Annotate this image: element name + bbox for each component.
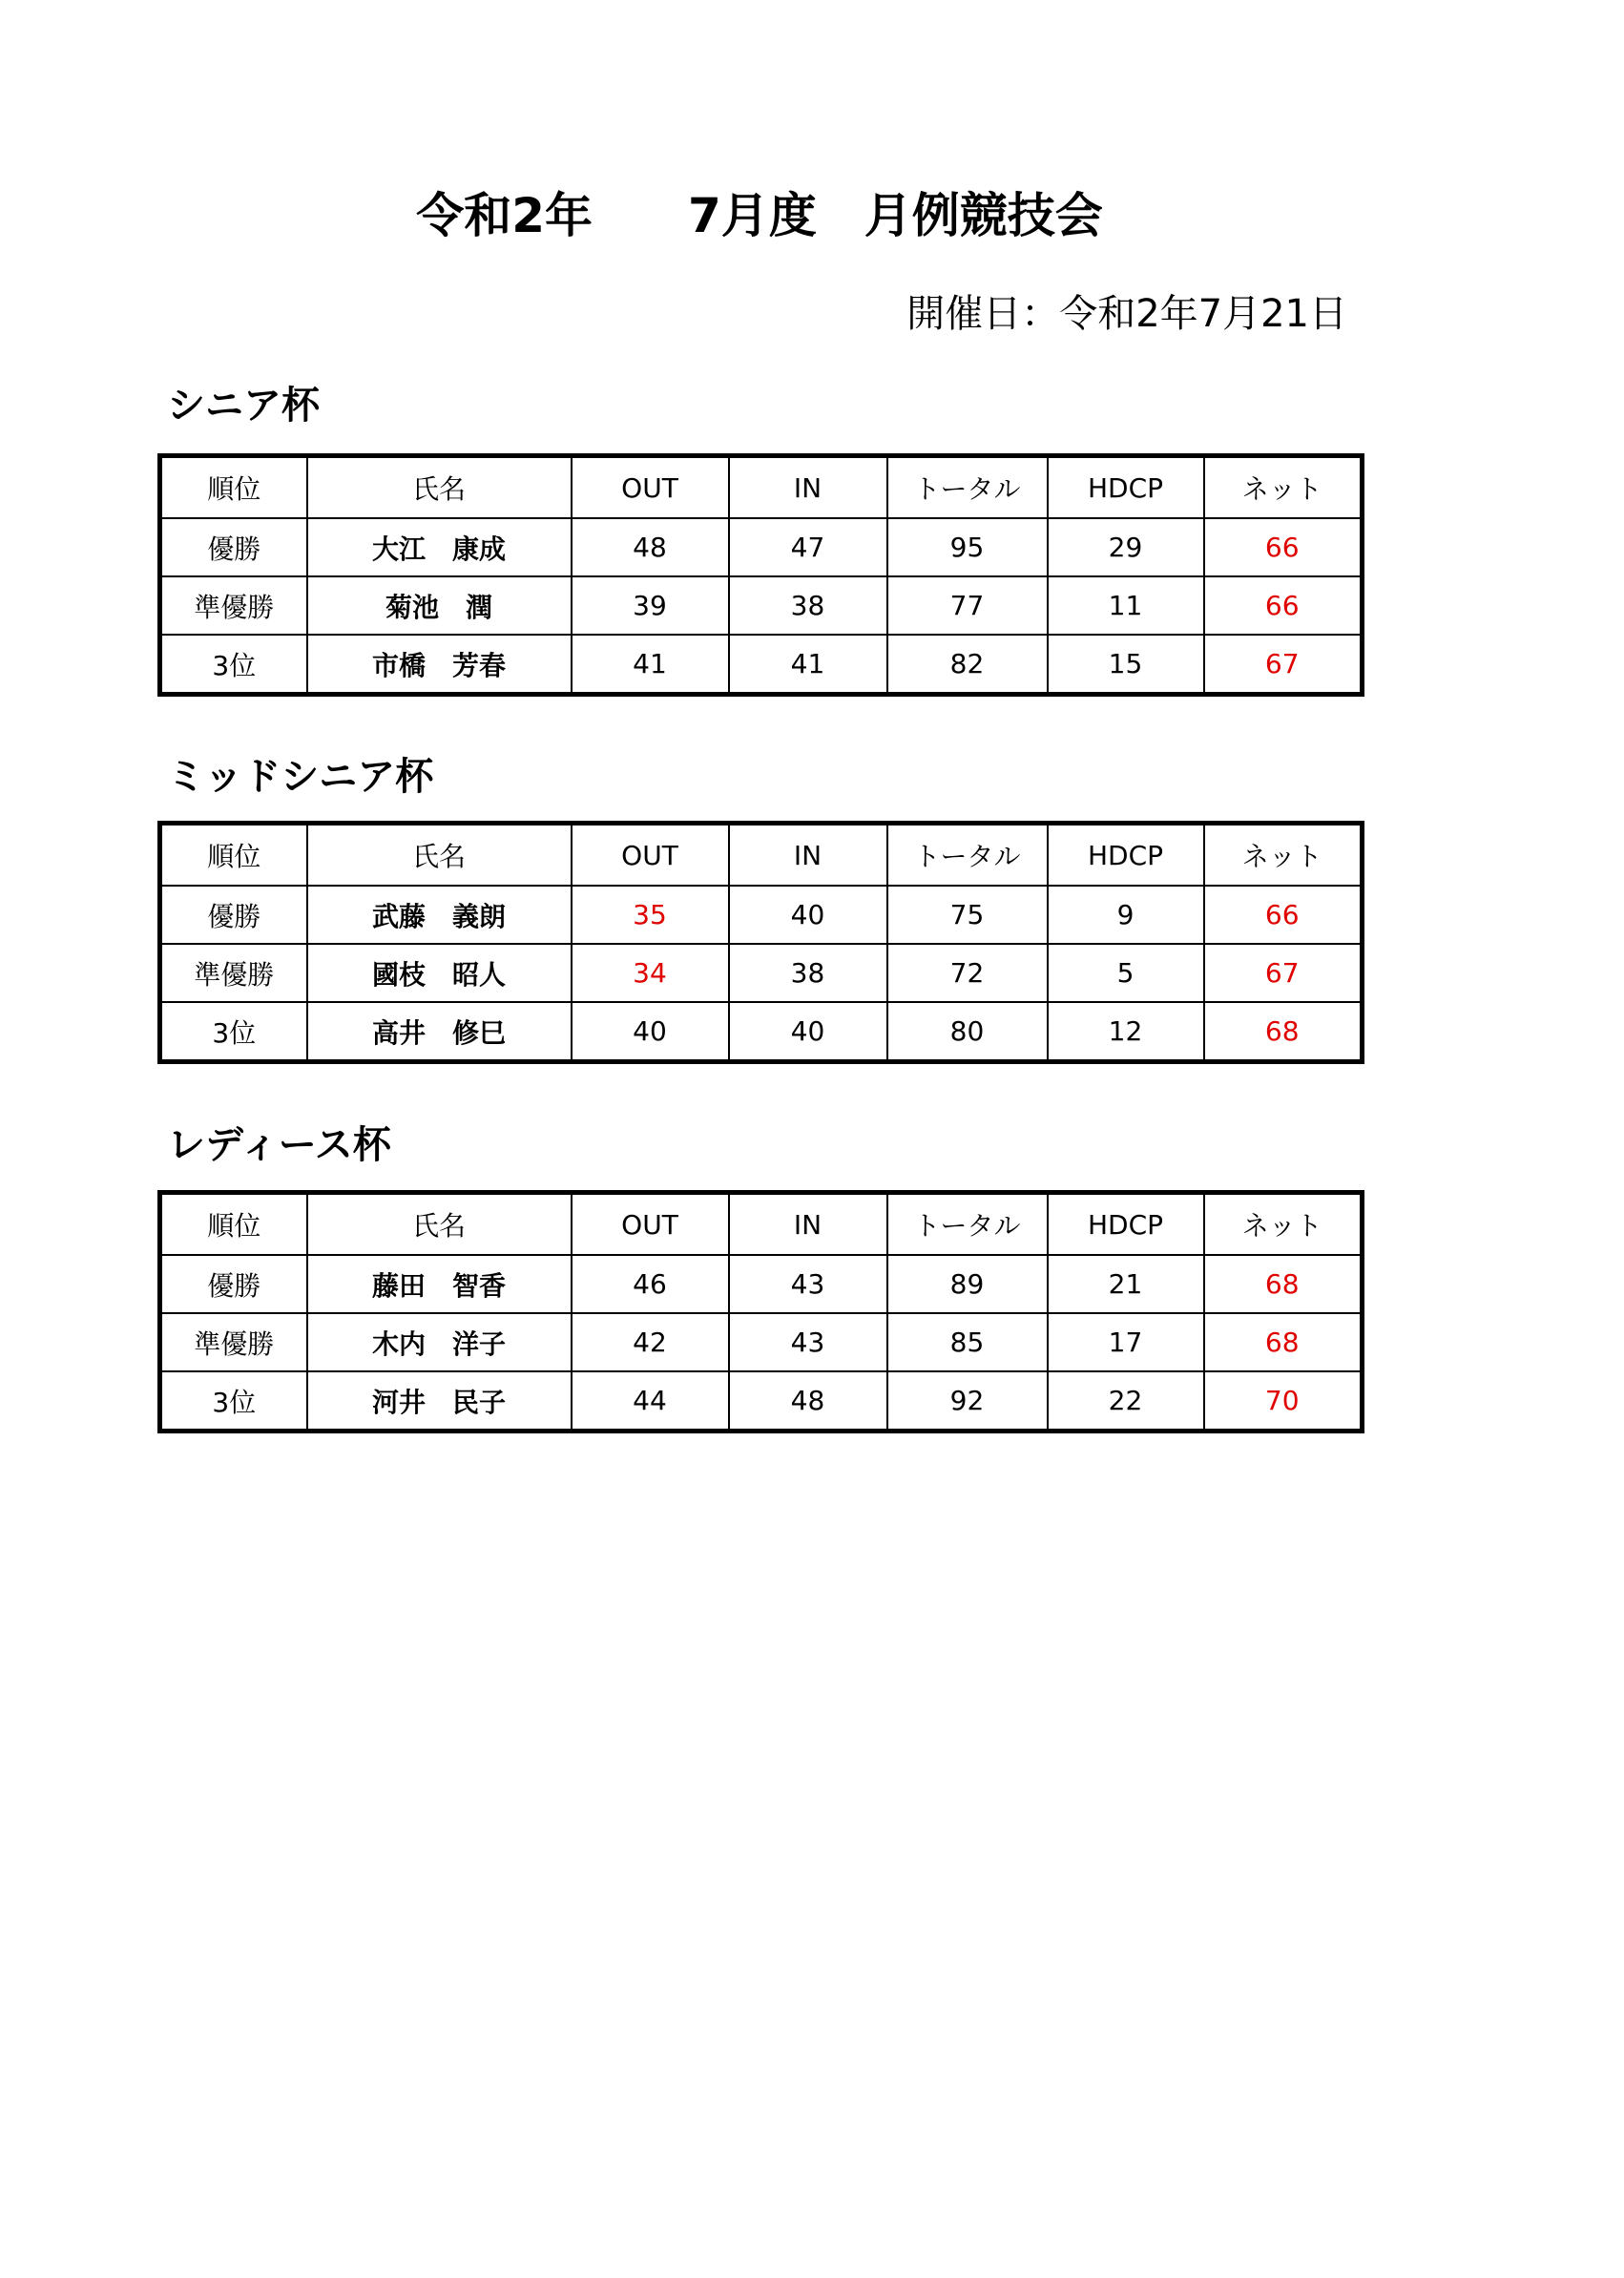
cell-out: 44 <box>572 1371 729 1432</box>
cell-in: 47 <box>729 518 887 576</box>
table-row <box>160 886 1363 944</box>
cell-out: 40 <box>572 1002 729 1062</box>
cell-hdcp: 22 <box>1048 1371 1204 1432</box>
results-table-senior <box>157 453 1364 697</box>
cell-net: 66 <box>1204 886 1363 944</box>
cell-out: 35 <box>572 886 729 944</box>
column-header-net: ネット <box>1204 456 1363 519</box>
column-header-rank: 順位 <box>160 1193 307 1256</box>
cell-total: 89 <box>887 1255 1048 1313</box>
cell-net: 68 <box>1204 1313 1363 1371</box>
cell-in: 48 <box>729 1371 887 1432</box>
section-heading-ladies: レディース杯 <box>167 1123 391 1167</box>
column-header-rank: 順位 <box>160 456 307 519</box>
column-header-in: IN <box>729 1193 887 1256</box>
page-title: 令和2年 7月度 月例競技会 <box>416 188 1103 243</box>
cell-rank: 3位 <box>160 635 307 695</box>
table-row <box>160 1313 1363 1371</box>
cell-net: 68 <box>1204 1255 1363 1313</box>
column-header-total: トータル <box>887 1193 1048 1256</box>
event-date: 開催日：令和2年7月21日 <box>906 292 1347 336</box>
cell-total: 75 <box>887 886 1048 944</box>
column-header-hdcp: HDCP <box>1048 456 1204 519</box>
cell-net: 66 <box>1204 576 1363 635</box>
column-header-net: ネット <box>1204 824 1363 887</box>
table-row <box>160 944 1363 1002</box>
cell-name: 藤田 智香 <box>307 1255 572 1313</box>
cell-out: 48 <box>572 518 729 576</box>
cell-rank: 3位 <box>160 1002 307 1062</box>
cell-rank: 優勝 <box>160 886 307 944</box>
cell-rank: 優勝 <box>160 518 307 576</box>
cell-hdcp: 5 <box>1048 944 1204 1002</box>
cell-in: 41 <box>729 635 887 695</box>
column-header-in: IN <box>729 824 887 887</box>
cell-rank: 準優勝 <box>160 944 307 1002</box>
cell-out: 42 <box>572 1313 729 1371</box>
cell-rank: 3位 <box>160 1371 307 1432</box>
cell-hdcp: 17 <box>1048 1313 1204 1371</box>
column-header-out: OUT <box>572 456 729 519</box>
cell-out: 34 <box>572 944 729 1002</box>
cell-name: 高井 修巳 <box>307 1002 572 1062</box>
cell-rank: 準優勝 <box>160 1313 307 1371</box>
column-header-total: トータル <box>887 456 1048 519</box>
cell-name: 河井 民子 <box>307 1371 572 1432</box>
cell-total: 85 <box>887 1313 1048 1371</box>
cell-name: 市橋 芳春 <box>307 635 572 695</box>
cell-net: 66 <box>1204 518 1363 576</box>
column-header-hdcp: HDCP <box>1048 824 1204 887</box>
table-header-row <box>160 1193 1363 1256</box>
cell-in: 43 <box>729 1255 887 1313</box>
cell-in: 40 <box>729 886 887 944</box>
column-header-name: 氏名 <box>307 824 572 887</box>
cell-hdcp: 29 <box>1048 518 1204 576</box>
column-header-net: ネット <box>1204 1193 1363 1256</box>
cell-name: 木内 洋子 <box>307 1313 572 1371</box>
cell-hdcp: 11 <box>1048 576 1204 635</box>
cell-hdcp: 9 <box>1048 886 1204 944</box>
cell-hdcp: 15 <box>1048 635 1204 695</box>
table-row <box>160 1371 1363 1432</box>
table-row <box>160 1002 1363 1062</box>
column-header-total: トータル <box>887 824 1048 887</box>
table-row <box>160 635 1363 695</box>
column-header-name: 氏名 <box>307 1193 572 1256</box>
cell-rank: 優勝 <box>160 1255 307 1313</box>
cell-in: 38 <box>729 576 887 635</box>
cell-net: 68 <box>1204 1002 1363 1062</box>
cell-total: 95 <box>887 518 1048 576</box>
column-header-name: 氏名 <box>307 456 572 519</box>
table-header-row <box>160 824 1363 887</box>
cell-out: 46 <box>572 1255 729 1313</box>
column-header-hdcp: HDCP <box>1048 1193 1204 1256</box>
cell-rank: 準優勝 <box>160 576 307 635</box>
cell-net: 70 <box>1204 1371 1363 1432</box>
column-header-out: OUT <box>572 824 729 887</box>
cell-name: 國枝 昭人 <box>307 944 572 1002</box>
table-row <box>160 518 1363 576</box>
cell-total: 92 <box>887 1371 1048 1432</box>
column-header-out: OUT <box>572 1193 729 1256</box>
cell-out: 39 <box>572 576 729 635</box>
column-header-in: IN <box>729 456 887 519</box>
table-header-row <box>160 456 1363 519</box>
results-table-mid-senior <box>157 821 1364 1064</box>
results-table-ladies <box>157 1190 1364 1433</box>
cell-net: 67 <box>1204 635 1363 695</box>
cell-total: 80 <box>887 1002 1048 1062</box>
column-header-rank: 順位 <box>160 824 307 887</box>
cell-hdcp: 12 <box>1048 1002 1204 1062</box>
cell-hdcp: 21 <box>1048 1255 1204 1313</box>
cell-total: 72 <box>887 944 1048 1002</box>
cell-total: 82 <box>887 635 1048 695</box>
cell-name: 大江 康成 <box>307 518 572 576</box>
section-heading-mid-senior: ミッドシニア杯 <box>167 755 434 799</box>
cell-name: 菊池 潤 <box>307 576 572 635</box>
cell-in: 40 <box>729 1002 887 1062</box>
cell-in: 43 <box>729 1313 887 1371</box>
table-row <box>160 1255 1363 1313</box>
table-row <box>160 576 1363 635</box>
cell-out: 41 <box>572 635 729 695</box>
cell-net: 67 <box>1204 944 1363 1002</box>
section-heading-senior: シニア杯 <box>167 384 320 428</box>
cell-name: 武藤 義朗 <box>307 886 572 944</box>
cell-in: 38 <box>729 944 887 1002</box>
cell-total: 77 <box>887 576 1048 635</box>
